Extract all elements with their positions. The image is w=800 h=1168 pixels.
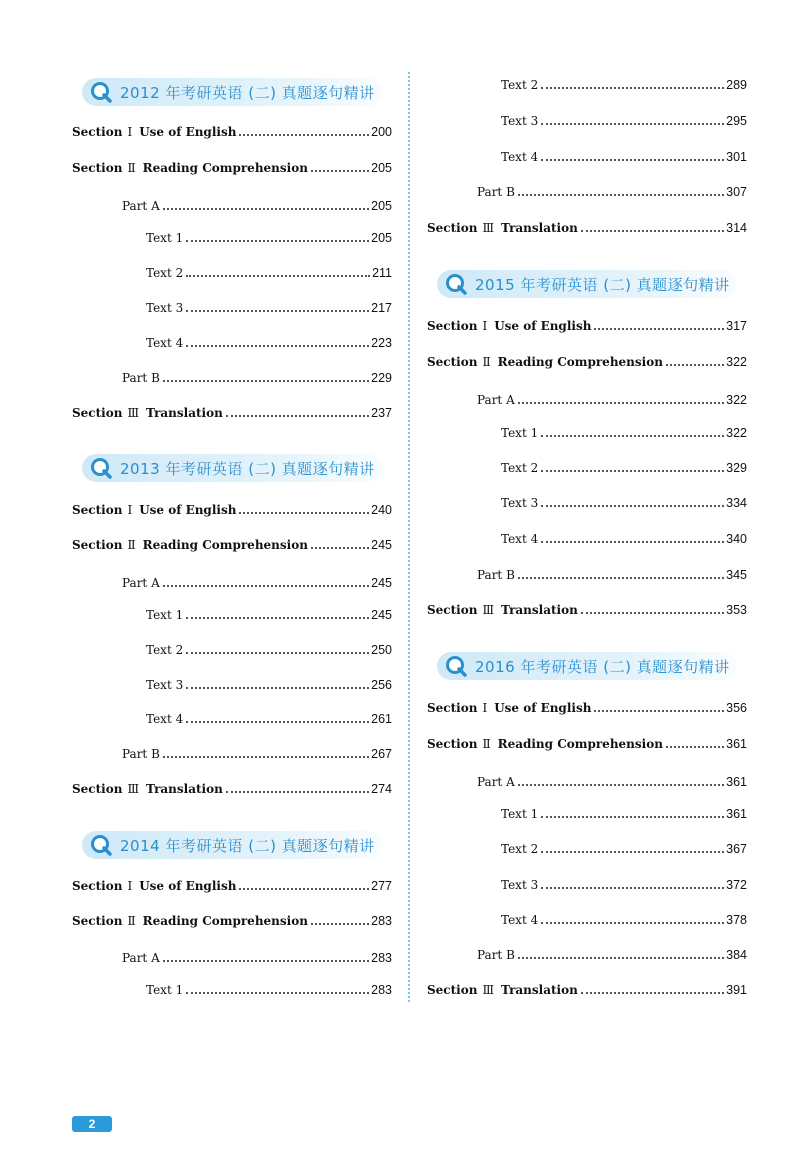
entry-title: Reading Comprehension bbox=[142, 161, 308, 175]
toc-page-number: 361 bbox=[726, 737, 747, 751]
toc-entry-label bbox=[122, 950, 160, 966]
toc-page-number: 211 bbox=[372, 266, 392, 280]
toc-entry[interactable] bbox=[477, 184, 747, 200]
toc-page-number: 240 bbox=[371, 503, 392, 517]
section-prefix: Section bbox=[72, 406, 123, 420]
toc-page-number: 322 bbox=[726, 355, 747, 369]
toc-entry[interactable] bbox=[427, 318, 747, 334]
section-numeral: Ⅰ bbox=[127, 503, 133, 517]
toc-page-number: 229 bbox=[371, 371, 392, 385]
toc-entry-label bbox=[501, 531, 538, 547]
dot-leader bbox=[186, 345, 369, 347]
toc-page-number: 372 bbox=[726, 878, 747, 892]
dot-leader bbox=[541, 159, 724, 161]
toc-page-number: 245 bbox=[371, 538, 392, 552]
toc-entry-label bbox=[146, 265, 183, 281]
dot-leader bbox=[541, 87, 724, 89]
toc-page-number: 205 bbox=[371, 199, 392, 213]
entry-title: Text 3 bbox=[146, 301, 184, 315]
entry-title: Text 3 bbox=[501, 878, 539, 892]
entry-title: Text 2 bbox=[501, 78, 539, 92]
dot-leader bbox=[186, 721, 369, 723]
toc-page-number: 322 bbox=[726, 393, 747, 407]
toc-entry-label bbox=[427, 736, 663, 752]
dot-leader bbox=[541, 470, 724, 472]
toc-entry-label bbox=[122, 198, 160, 214]
dot-leader bbox=[311, 923, 369, 925]
toc-entry[interactable] bbox=[122, 575, 392, 591]
entry-title: Part B bbox=[477, 568, 515, 582]
dot-leader bbox=[186, 652, 369, 654]
toc-entry-label bbox=[146, 230, 183, 246]
section-numeral: Ⅲ bbox=[482, 603, 495, 617]
toc-entry-label bbox=[146, 607, 183, 623]
dot-leader bbox=[186, 240, 369, 242]
toc-page-number: 334 bbox=[726, 496, 747, 510]
toc-entry[interactable] bbox=[72, 124, 392, 140]
dot-leader bbox=[239, 512, 369, 514]
entry-title: Reading Comprehension bbox=[142, 914, 308, 928]
section-numeral: Ⅲ bbox=[482, 221, 495, 235]
entry-title: Use of English bbox=[139, 879, 237, 893]
toc-entry[interactable] bbox=[146, 982, 392, 998]
year-section-banner bbox=[82, 454, 382, 482]
dot-leader bbox=[594, 710, 724, 712]
section-prefix: Section bbox=[427, 319, 478, 333]
toc-page-number: 345 bbox=[726, 568, 747, 582]
dot-leader bbox=[163, 208, 369, 210]
toc-entry-label bbox=[146, 335, 183, 351]
toc-page-number: 367 bbox=[726, 842, 747, 856]
toc-entry-label bbox=[72, 124, 236, 140]
column-divider bbox=[408, 72, 410, 1002]
section-numeral: Ⅱ bbox=[127, 538, 136, 552]
toc-page-number: 289 bbox=[726, 78, 747, 92]
toc-entry[interactable] bbox=[477, 947, 747, 963]
toc-page-number: 283 bbox=[371, 983, 392, 997]
toc-page-number: 356 bbox=[726, 701, 747, 715]
section-prefix: Section bbox=[72, 782, 123, 796]
toc-entry[interactable] bbox=[427, 700, 747, 716]
section-numeral: Ⅱ bbox=[482, 355, 491, 369]
entry-title: Text 1 bbox=[146, 231, 184, 245]
toc-entry-label bbox=[122, 370, 160, 386]
dot-leader bbox=[541, 887, 724, 889]
dot-leader bbox=[186, 992, 369, 994]
toc-page-number: 329 bbox=[726, 461, 747, 475]
toc-entry-label bbox=[122, 746, 160, 762]
entry-title: Part B bbox=[122, 371, 160, 385]
section-prefix: Section bbox=[427, 603, 478, 617]
toc-page-number: 384 bbox=[726, 948, 747, 962]
entry-title: Text 2 bbox=[501, 461, 539, 475]
toc-page-number: 314 bbox=[726, 221, 747, 235]
section-numeral: Ⅰ bbox=[127, 125, 133, 139]
entry-title: Use of English bbox=[494, 319, 592, 333]
entry-title: Reading Comprehension bbox=[497, 355, 663, 369]
toc-entry-label bbox=[122, 575, 160, 591]
dot-leader bbox=[163, 960, 369, 962]
dot-leader bbox=[186, 275, 370, 277]
toc-entry-label bbox=[427, 602, 578, 618]
toc-page-number: 200 bbox=[371, 125, 392, 139]
toc-page-number: 261 bbox=[371, 712, 392, 726]
toc-entry[interactable] bbox=[146, 230, 392, 246]
toc-entry-label bbox=[501, 806, 538, 822]
toc-page-number: 277 bbox=[371, 879, 392, 893]
toc-page-number: 361 bbox=[726, 775, 747, 789]
toc-page-number: 223 bbox=[371, 336, 392, 350]
toc-entry[interactable] bbox=[146, 300, 392, 316]
entry-title: Part A bbox=[122, 199, 160, 213]
entry-title: Text 1 bbox=[501, 426, 539, 440]
toc-entry-label bbox=[501, 149, 538, 165]
toc-entry[interactable] bbox=[501, 113, 747, 129]
toc-entry[interactable] bbox=[427, 354, 747, 370]
dot-leader bbox=[541, 123, 724, 125]
toc-entry[interactable] bbox=[501, 460, 747, 476]
search-bubble-icon bbox=[90, 81, 112, 103]
toc-page-number: 378 bbox=[726, 913, 747, 927]
toc-page-number: 307 bbox=[726, 185, 747, 199]
dot-leader bbox=[186, 310, 369, 312]
search-bubble-icon bbox=[445, 273, 467, 295]
dot-leader bbox=[666, 364, 724, 366]
toc-entry-label bbox=[501, 912, 538, 928]
toc-entry-label bbox=[146, 982, 183, 998]
toc-entry[interactable] bbox=[146, 711, 392, 727]
entry-title: Translation bbox=[501, 603, 578, 617]
toc-page-number: 317 bbox=[726, 319, 747, 333]
entry-title: Reading Comprehension bbox=[497, 737, 663, 751]
toc-entry[interactable] bbox=[427, 602, 747, 618]
dot-leader bbox=[163, 756, 369, 758]
dot-leader bbox=[518, 784, 724, 786]
toc-page-number: 267 bbox=[371, 747, 392, 761]
toc-page-number: 250 bbox=[371, 643, 392, 657]
section-numeral: Ⅱ bbox=[127, 161, 136, 175]
toc-page-number: 391 bbox=[726, 983, 747, 997]
toc-page-number: 274 bbox=[371, 782, 392, 796]
toc-entry[interactable] bbox=[501, 912, 747, 928]
toc-entry-label bbox=[501, 113, 538, 129]
entry-title: Part A bbox=[122, 951, 160, 965]
section-prefix: Section bbox=[427, 701, 478, 715]
section-prefix: Section bbox=[427, 221, 478, 235]
dot-leader bbox=[226, 791, 369, 793]
dot-leader bbox=[541, 851, 724, 853]
dot-leader bbox=[541, 505, 724, 507]
page-number: 2 bbox=[72, 1116, 112, 1132]
toc-entry-label bbox=[477, 567, 515, 583]
section-numeral: Ⅰ bbox=[482, 319, 488, 333]
dot-leader bbox=[186, 687, 369, 689]
dot-leader bbox=[518, 194, 724, 196]
year-section-banner bbox=[437, 652, 737, 680]
entry-title: Translation bbox=[146, 406, 223, 420]
toc-entry[interactable] bbox=[501, 149, 747, 165]
dot-leader bbox=[239, 134, 369, 136]
entry-title: Use of English bbox=[139, 503, 237, 517]
search-bubble-icon bbox=[90, 834, 112, 856]
toc-entry-label bbox=[72, 537, 308, 553]
entry-title: Use of English bbox=[139, 125, 237, 139]
entry-title: Text 2 bbox=[146, 643, 184, 657]
toc-entry-label bbox=[477, 392, 515, 408]
dot-leader bbox=[518, 402, 724, 404]
section-prefix: Section bbox=[427, 355, 478, 369]
entry-title: Text 2 bbox=[501, 842, 539, 856]
dot-leader bbox=[594, 328, 724, 330]
section-prefix: Section bbox=[427, 983, 478, 997]
toc-entry[interactable] bbox=[122, 370, 392, 386]
toc-entry-label bbox=[72, 160, 308, 176]
dot-leader bbox=[541, 922, 724, 924]
entry-title: Text 3 bbox=[501, 496, 539, 510]
search-bubble-icon bbox=[90, 457, 112, 479]
toc-entry-label bbox=[501, 495, 538, 511]
section-prefix: Section bbox=[72, 125, 123, 139]
year-section-banner bbox=[82, 78, 382, 106]
section-numeral: Ⅱ bbox=[127, 914, 136, 928]
toc-entry-label bbox=[427, 700, 591, 716]
toc-entry-label bbox=[501, 460, 538, 476]
banner-title: 2016 年考研英语 (二) 真题逐句精讲 bbox=[475, 658, 730, 676]
toc-entry[interactable] bbox=[427, 220, 747, 236]
entry-title: Text 4 bbox=[501, 150, 539, 164]
dot-leader bbox=[541, 435, 724, 437]
toc-entry[interactable] bbox=[501, 495, 747, 511]
toc-entry-label bbox=[146, 642, 183, 658]
toc-entry-label bbox=[427, 354, 663, 370]
toc-entry-label bbox=[72, 913, 308, 929]
entry-title: Use of English bbox=[494, 701, 592, 715]
entry-title: Part B bbox=[477, 185, 515, 199]
toc-entry[interactable] bbox=[501, 531, 747, 547]
toc-entry[interactable] bbox=[122, 950, 392, 966]
dot-leader bbox=[581, 230, 724, 232]
dot-leader bbox=[541, 816, 724, 818]
toc-page-number: 217 bbox=[371, 301, 392, 315]
toc-entry-label bbox=[146, 677, 183, 693]
toc-entry[interactable] bbox=[72, 160, 392, 176]
entry-title: Text 3 bbox=[146, 678, 184, 692]
dot-leader bbox=[581, 992, 724, 994]
dot-leader bbox=[226, 415, 369, 417]
entry-title: Translation bbox=[501, 221, 578, 235]
dot-leader bbox=[311, 547, 369, 549]
entry-title: Part A bbox=[477, 393, 515, 407]
dot-leader bbox=[239, 888, 369, 890]
entry-title: Text 1 bbox=[146, 983, 184, 997]
toc-entry-label bbox=[146, 300, 183, 316]
toc-entry[interactable] bbox=[72, 405, 392, 421]
toc-entry[interactable] bbox=[501, 77, 747, 93]
toc-entry-label bbox=[72, 405, 223, 421]
dot-leader bbox=[666, 746, 724, 748]
toc-entry[interactable] bbox=[72, 913, 392, 929]
toc-page-number: 340 bbox=[726, 532, 747, 546]
dot-leader bbox=[163, 585, 369, 587]
entry-title: Text 2 bbox=[146, 266, 184, 280]
entry-title: Translation bbox=[146, 782, 223, 796]
toc-entry-label bbox=[146, 711, 183, 727]
dot-leader bbox=[518, 957, 724, 959]
toc-entry-label bbox=[427, 982, 578, 998]
toc-page-number: 205 bbox=[371, 231, 392, 245]
toc-page-number: 353 bbox=[726, 603, 747, 617]
toc-entry-label bbox=[477, 774, 515, 790]
section-numeral: Ⅲ bbox=[127, 782, 140, 796]
toc-entry[interactable] bbox=[72, 781, 392, 797]
toc-entry[interactable] bbox=[501, 425, 747, 441]
dot-leader bbox=[581, 612, 724, 614]
banner-title: 2014 年考研英语 (二) 真题逐句精讲 bbox=[120, 837, 375, 855]
dot-leader bbox=[311, 170, 369, 172]
entry-title: Text 4 bbox=[146, 712, 184, 726]
section-prefix: Section bbox=[72, 879, 123, 893]
dot-leader bbox=[186, 617, 369, 619]
toc-page-number: 237 bbox=[371, 406, 392, 420]
toc-page-number: 295 bbox=[726, 114, 747, 128]
toc-page-number: 283 bbox=[371, 914, 392, 928]
toc-entry[interactable] bbox=[501, 841, 747, 857]
toc-entry[interactable] bbox=[501, 877, 747, 893]
toc-entry-label bbox=[72, 878, 236, 894]
section-numeral: Ⅰ bbox=[127, 879, 133, 893]
toc-page-number: 322 bbox=[726, 426, 747, 440]
section-prefix: Section bbox=[72, 503, 123, 517]
entry-title: Translation bbox=[501, 983, 578, 997]
toc-entry-label bbox=[477, 947, 515, 963]
toc-entry[interactable] bbox=[146, 335, 392, 351]
banner-title: 2015 年考研英语 (二) 真题逐句精讲 bbox=[475, 276, 730, 294]
entry-title: Part A bbox=[122, 576, 160, 590]
toc-entry-label bbox=[501, 77, 538, 93]
toc-entry[interactable] bbox=[427, 736, 747, 752]
entry-title: Text 4 bbox=[501, 913, 539, 927]
section-prefix: Section bbox=[72, 914, 123, 928]
toc-entry[interactable] bbox=[146, 642, 392, 658]
toc-page-number: 245 bbox=[371, 608, 392, 622]
entry-title: Text 4 bbox=[501, 532, 539, 546]
year-section-banner bbox=[437, 270, 737, 298]
entry-title: Part A bbox=[477, 775, 515, 789]
toc-entry[interactable] bbox=[477, 567, 747, 583]
toc-entry-label bbox=[427, 220, 578, 236]
section-prefix: Section bbox=[72, 538, 123, 552]
dot-leader bbox=[518, 577, 724, 579]
toc-entry[interactable] bbox=[72, 878, 392, 894]
toc-entry[interactable] bbox=[146, 677, 392, 693]
toc-entry-label bbox=[501, 841, 538, 857]
toc-entry[interactable] bbox=[122, 746, 392, 762]
toc-entry[interactable] bbox=[146, 265, 392, 281]
toc-entry[interactable] bbox=[477, 774, 747, 790]
banner-title: 2012 年考研英语 (二) 真题逐句精讲 bbox=[120, 84, 375, 102]
section-numeral: Ⅲ bbox=[127, 406, 140, 420]
toc-entry[interactable] bbox=[72, 537, 392, 553]
dot-leader bbox=[163, 380, 369, 382]
year-section-banner bbox=[82, 831, 382, 859]
section-numeral: Ⅲ bbox=[482, 983, 495, 997]
section-numeral: Ⅱ bbox=[482, 737, 491, 751]
section-prefix: Section bbox=[72, 161, 123, 175]
toc-entry-label bbox=[72, 781, 223, 797]
banner-title: 2013 年考研英语 (二) 真题逐句精讲 bbox=[120, 460, 375, 478]
toc-entry-label bbox=[501, 425, 538, 441]
toc-page-number: 283 bbox=[371, 951, 392, 965]
toc-entry-label bbox=[72, 502, 236, 518]
toc-entry[interactable] bbox=[477, 392, 747, 408]
toc-page-number: 301 bbox=[726, 150, 747, 164]
entry-title: Part B bbox=[122, 747, 160, 761]
dot-leader bbox=[541, 541, 724, 543]
entry-title: Reading Comprehension bbox=[142, 538, 308, 552]
toc-entry[interactable] bbox=[501, 806, 747, 822]
section-numeral: Ⅰ bbox=[482, 701, 488, 715]
toc-entry[interactable] bbox=[122, 198, 392, 214]
toc-entry[interactable] bbox=[72, 502, 392, 518]
toc-entry[interactable] bbox=[146, 607, 392, 623]
entry-title: Text 3 bbox=[501, 114, 539, 128]
entry-title: Text 4 bbox=[146, 336, 184, 350]
toc-page-number: 205 bbox=[371, 161, 392, 175]
toc-entry-label bbox=[427, 318, 591, 334]
section-prefix: Section bbox=[427, 737, 478, 751]
search-bubble-icon bbox=[445, 655, 467, 677]
toc-page-number: 245 bbox=[371, 576, 392, 590]
toc-entry-label bbox=[477, 184, 515, 200]
entry-title: Text 1 bbox=[146, 608, 184, 622]
toc-entry[interactable] bbox=[427, 982, 747, 998]
entry-title: Text 1 bbox=[501, 807, 539, 821]
entry-title: Part B bbox=[477, 948, 515, 962]
toc-page-number: 361 bbox=[726, 807, 747, 821]
toc-entry-label bbox=[501, 877, 538, 893]
toc-page-number: 256 bbox=[371, 678, 392, 692]
